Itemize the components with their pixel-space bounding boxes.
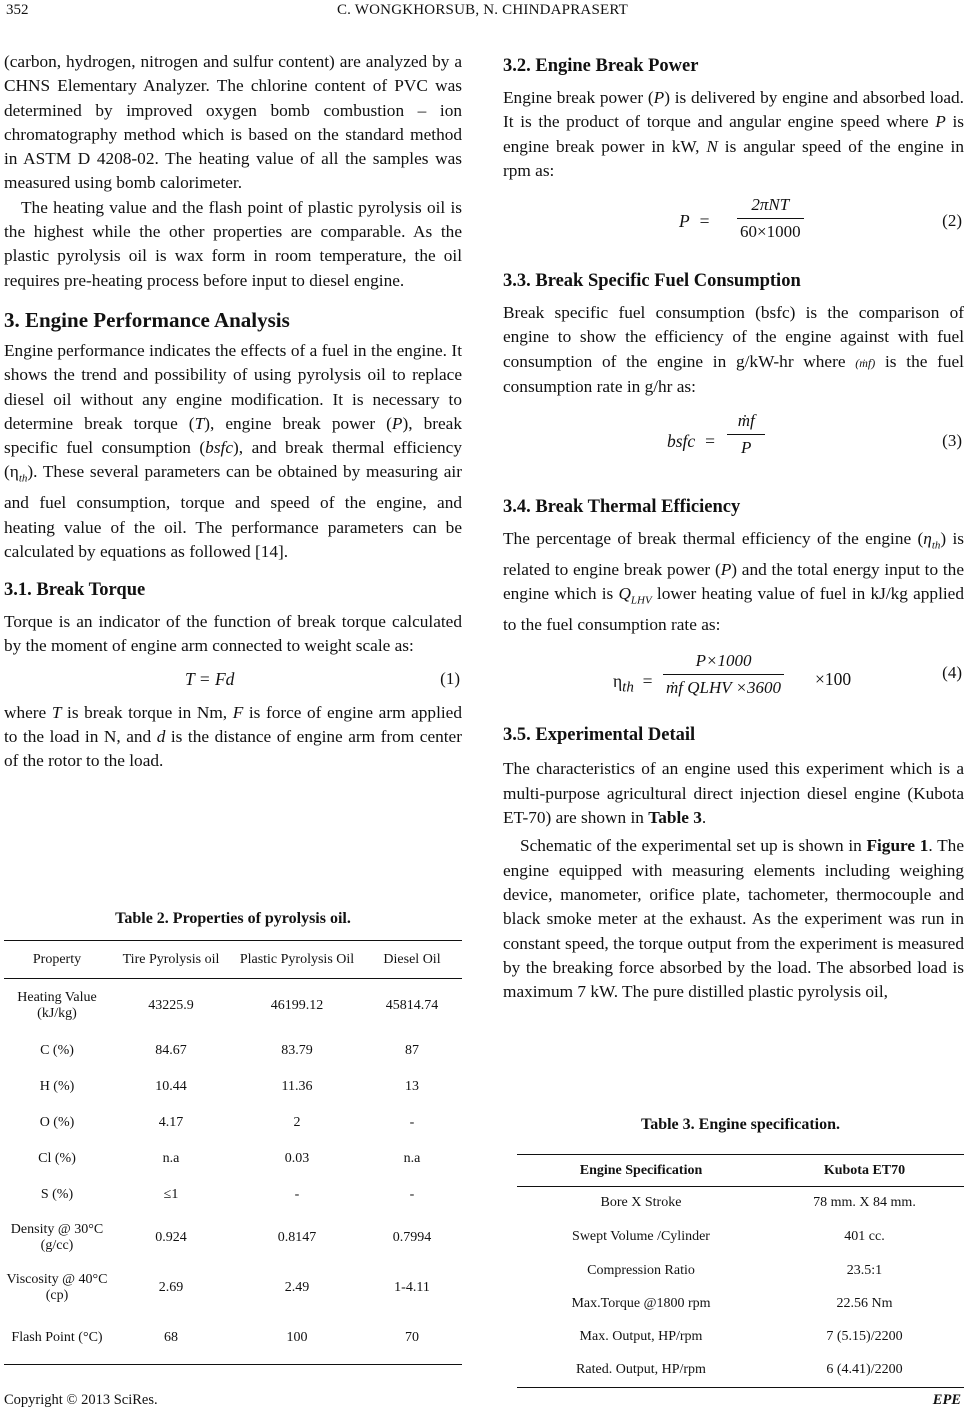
table-cell: Swept Volume /Cylinder	[572, 1228, 710, 1244]
equation-4-numerator: P×1000	[695, 651, 752, 671]
table-cell: Rated. Output, HP/rpm	[576, 1362, 706, 1378]
section-3-4-title: 3.4. Break Thermal Efficiency	[503, 497, 741, 518]
table-cell: C (%)	[40, 1042, 74, 1058]
table-cell: Heating Value (kJ/kg)	[17, 989, 97, 1021]
table-row	[517, 1220, 964, 1254]
equation-1-body: T = Fd	[185, 668, 235, 689]
table-row	[4, 1263, 462, 1313]
table-cell: n.a	[403, 1150, 421, 1166]
table-row	[4, 1177, 462, 1213]
table-row	[517, 1354, 964, 1388]
equation-1-number: (1)	[440, 668, 460, 688]
table-cell: Max. Output, HP/rpm	[579, 1329, 703, 1344]
table-cell: 0.03	[284, 1150, 310, 1166]
table-cell: 13	[405, 1078, 419, 1094]
table-row	[4, 1141, 462, 1177]
table-cell: Flash Point (°C)	[11, 1330, 103, 1346]
table-cell: Max.Torque @1800 rpm	[571, 1296, 711, 1311]
section-3-2-title: 3.2. Engine Break Power	[503, 56, 699, 76]
table-cell: 45814.74	[385, 997, 439, 1013]
paragraph-heating-value: The heating value and the flash point of plastic pyrolysis oil is the highest while the other properties are comparable. As the plastic pyrolysis oil is wax form in room temperature, the oil requires pre-heating process before input to diesel engine.	[4, 197, 462, 290]
table-row	[517, 1321, 964, 1354]
right-column	[503, 50, 964, 1004]
table-cell: -	[294, 1186, 300, 1202]
table-3	[517, 1154, 964, 1388]
table-cell: ≤1	[163, 1186, 179, 1202]
equation-4-multiplier: ×100	[815, 669, 852, 690]
equation-2-numerator: 2πNT	[751, 195, 790, 215]
equation-4-number: (4)	[942, 663, 962, 683]
section-3-title: 3. Engine Performance Analysis	[4, 307, 290, 332]
table-cell: Viscosity @ 40°C (cp)	[6, 1271, 108, 1303]
paragraph-thermal-efficiency: The percentage of break thermal efficiency of the engine $(\eta_{th})$ is related to engine break power (P) and the total energy input to the engine which is $Q_{LHV}$ lower heating value of fuel in kJ/kg applied to the fuel consumption rate as:	[503, 529, 964, 635]
equation-2-lhs: P =	[679, 211, 711, 232]
page-number: 352	[6, 2, 29, 18]
equation-3-denominator: P	[727, 434, 765, 458]
equation-2	[503, 191, 964, 255]
equation-3-number: (3)	[942, 431, 962, 451]
paragraph-torque-definition: where T is break torque in Nm, F is force of engine arm applied to the load in N, and d is the distance of engine arm from center of the rotor to the load.	[4, 702, 462, 771]
table-cell: -	[409, 1114, 415, 1130]
table-cell: 84.67	[155, 1042, 187, 1058]
table-cell: 78 mm. X 84 mm.	[813, 1195, 916, 1211]
equation-2-denominator: 60×1000	[737, 218, 804, 242]
equation-3-lhs: bsfc =	[667, 431, 716, 452]
table-cell: 68	[164, 1330, 178, 1346]
paragraph-bsfc: Break specific fuel consumption (bsfc) is the comparison of engine to show the efficiency of the engine against with fuel consumption of the engine in g/kW-hr where (ṁf) is the fuel consumption rate in g/hr as:	[503, 303, 964, 397]
table-cell: Bore X Stroke	[600, 1195, 682, 1211]
equation-2-fraction	[737, 195, 804, 242]
paragraph-schematic: Schematic of the experimental set up is shown in Figure 1. The engine equipped with measuring elements including weighing device, manometer, orifice plate, tachometer, thermocouple and black smoke meter at the exhaust. As the experiment was run in constant speed, the torque output from the experiment is measured by the breaking force absorbed by the load. The absorbed load is maximum 7 kW. The pure distilled plastic pyrolysis oil,	[503, 836, 964, 1002]
footer-journal: EPE	[932, 1392, 961, 1408]
table-cell: Compression Ratio	[587, 1262, 695, 1278]
table-cell: 2	[293, 1114, 301, 1130]
paragraph-engine-performance: Engine performance indicates the effects of a fuel in the engine. It shows the trend and possibility of using pyrolysis oil to replace diesel oil without any engine modification. It is necessary to determine break torque (T), engine break power (P), break specific fuel consumption (bsfc), and break thermal efficiency $(\eta_{th})$. These several parameters can be obtained by measuring air and fuel consumption, torque and speed of the engine, and heating value of the oil. The performance parameters can be calculated by equations as followed [14].	[4, 340, 462, 561]
equation-3-fraction	[727, 411, 765, 458]
table-cell: 2.69	[158, 1279, 184, 1295]
running-head: C. WONGKHORSUB, N. CHINDAPRASERT	[336, 2, 629, 18]
table-2-header-row	[4, 941, 462, 979]
equation-4-denominator: ṁf QLHV ×3600	[663, 674, 784, 698]
table-cell: S (%)	[40, 1186, 74, 1202]
table-cell: 46199.12	[270, 997, 324, 1013]
table-2	[4, 940, 462, 1365]
equation-2-number: (2)	[942, 211, 962, 231]
table-2-caption: Table 2. Properties of pyrolysis oil.	[115, 910, 351, 927]
section-3-1-title: 3.1. Break Torque	[4, 580, 146, 601]
table-3-caption: Table 3. Engine specification.	[641, 1116, 840, 1133]
table-row	[517, 1187, 964, 1220]
equation-3-numerator: ṁf	[737, 411, 755, 431]
table-cell: 0.8147	[277, 1229, 317, 1245]
equation-1	[4, 665, 462, 697]
equation-4-lhs: $\eta_{th}$ =	[613, 671, 653, 696]
table-cell: 10.44	[155, 1078, 187, 1094]
paragraph-analysis-methods: (carbon, hydrogen, nitrogen and sulfur content) are analyzed by a CHNS Elementary Analyzer. The chlorine content of PVC was determined by improved oxygen bomb combustion – ion chromatography method which is based on the standard method in ASTM D 4208-02. The heating value of all the samples was measured using bomb calorimeter.	[4, 52, 462, 193]
table-cell: 70	[405, 1330, 419, 1346]
table-cell: 87	[405, 1042, 419, 1058]
table-cell: 2.49	[284, 1279, 310, 1295]
table-cell: 0.924	[155, 1229, 187, 1245]
table-row	[4, 1105, 462, 1141]
table-2-header: Property	[32, 951, 82, 967]
left-column	[4, 50, 462, 774]
table-cell: n.a	[162, 1150, 180, 1166]
table-cell: H (%)	[39, 1078, 75, 1094]
table-cell: 6 (4.41)/2200	[826, 1362, 903, 1378]
table-row	[4, 979, 462, 1033]
table-cell: 401 cc.	[844, 1228, 885, 1244]
table-cell: 11.36	[281, 1078, 313, 1094]
footer-copyright: Copyright © 2013 SciRes.	[4, 1392, 158, 1408]
table-cell: 22.56 Nm	[836, 1296, 893, 1311]
table-row	[4, 1213, 462, 1263]
table-cell: 83.79	[281, 1042, 313, 1058]
table-row	[4, 1069, 462, 1105]
table-row	[4, 1033, 462, 1069]
section-3-5-title: 3.5. Experimental Detail	[503, 725, 696, 746]
paragraph-experimental-detail: The characteristics of an engine used this experiment which is a multi-purpose agricultural direct injection diesel engine (Kubota ET-70) are shown in Table 3.	[503, 759, 964, 828]
table-3-header-row	[517, 1155, 964, 1187]
table-cell: O (%)	[39, 1114, 75, 1130]
table-row	[4, 1313, 462, 1365]
table-cell: 1-4.11	[394, 1279, 430, 1295]
table-2-header: Diesel Oil	[383, 951, 441, 967]
table-cell: 7 (5.15)/2200	[826, 1329, 903, 1344]
table-cell: Cl (%)	[38, 1150, 76, 1166]
table-cell: Density @ 30°C (g/cc)	[10, 1221, 104, 1253]
table-cell: 4.17	[158, 1114, 184, 1130]
table-2-header: Plastic Pyrolysis Oil	[239, 951, 355, 967]
table-cell: 43225.9	[148, 997, 194, 1013]
table-3-header: Kubota ET70	[823, 1162, 906, 1178]
section-3-3-title: 3.3. Break Specific Fuel Consumption	[503, 271, 801, 292]
table-row	[517, 1288, 964, 1321]
equation-4-fraction	[663, 651, 784, 698]
table-cell: 100	[286, 1330, 308, 1346]
table-row	[517, 1254, 964, 1288]
equation-4	[503, 649, 964, 719]
table-cell: -	[409, 1186, 415, 1202]
table-2-header: Tire Pyrolysis oil	[122, 951, 220, 967]
equation-3	[503, 407, 964, 475]
table-cell: 0.7994	[392, 1229, 432, 1245]
paragraph-torque: Torque is an indicator of the function of break torque calculated by the moment of engine arm connected to weight scale as:	[4, 612, 462, 656]
table-3-header: Engine Specification	[579, 1162, 703, 1178]
table-cell: 23.5:1	[846, 1262, 883, 1278]
paragraph-break-power: Engine break power (P) is delivered by engine and absorbed load. It is the product of torque and angular engine speed where P is engine break power in kW, N is angular speed of the engine in rpm as:	[503, 88, 964, 180]
